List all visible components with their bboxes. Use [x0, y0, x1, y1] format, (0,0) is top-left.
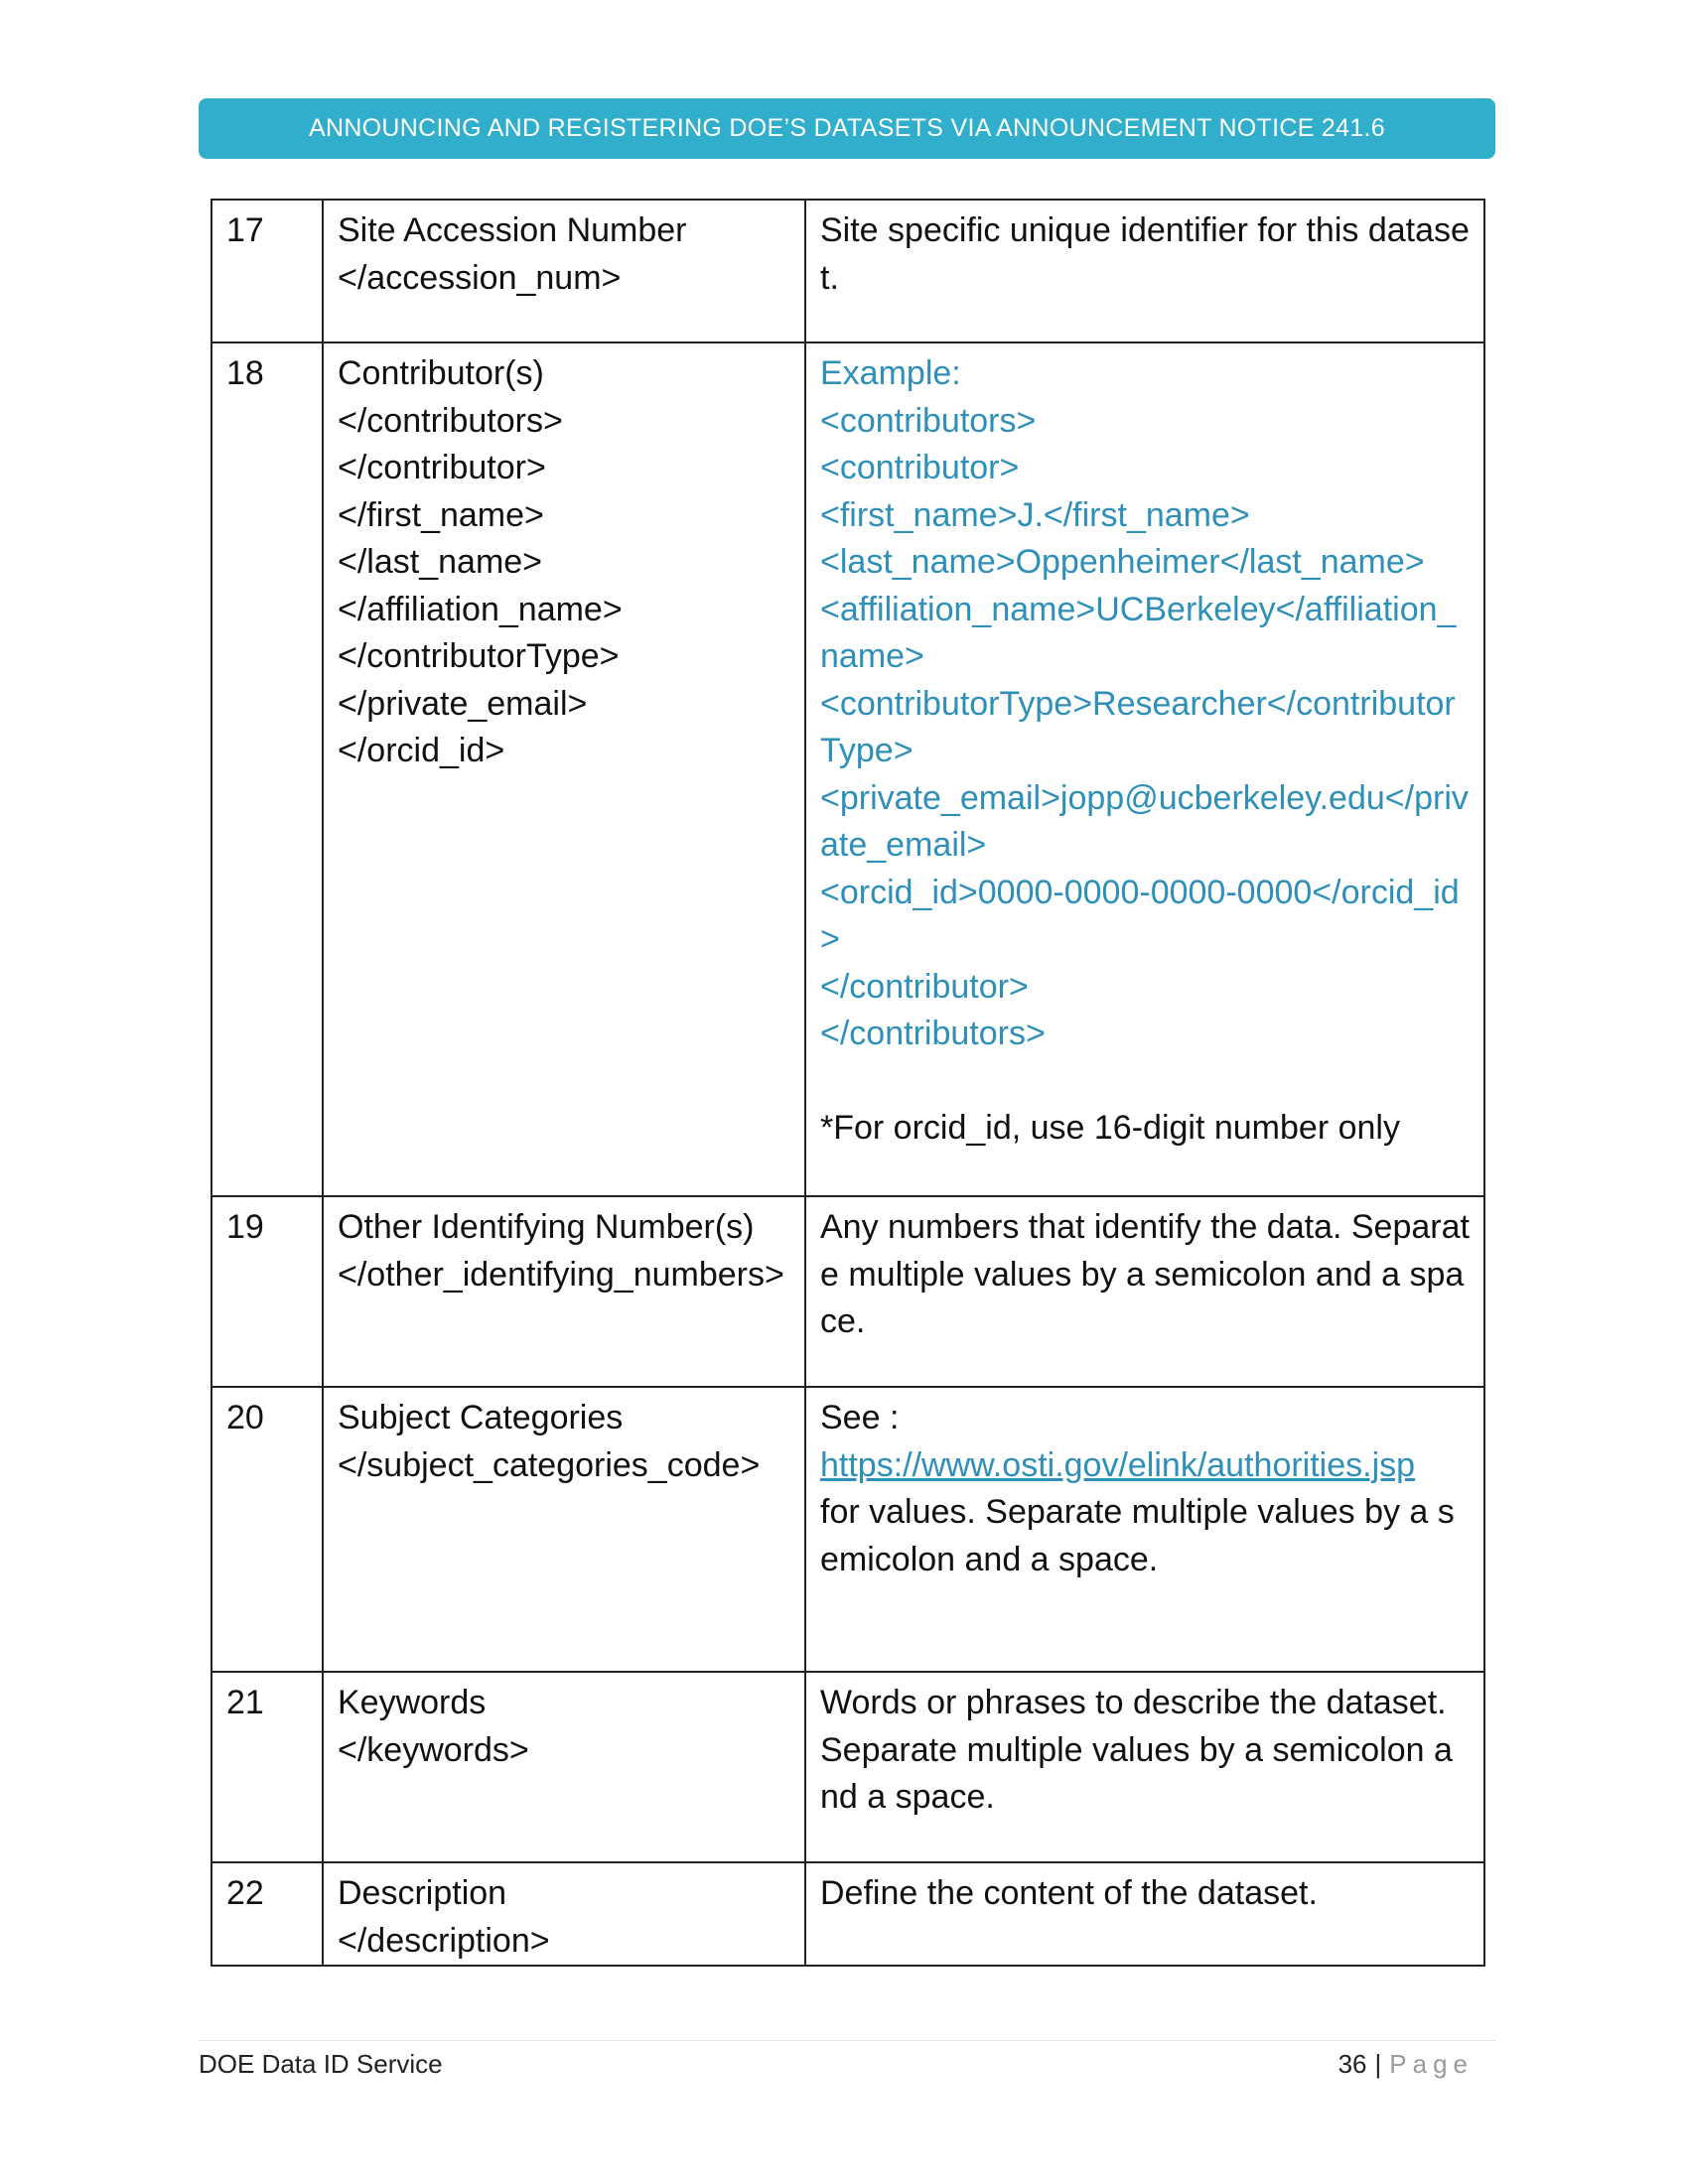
orcid-note: *For orcid_id, use 16-digit number only [820, 1109, 1400, 1147]
example-xml-line: <affiliation_name>UCBerkeley</affiliation_name> [820, 590, 1457, 675]
example-xml-line: <private_email>jopp@ucberkeley.edu</private_email> [820, 778, 1469, 864]
field-description [805, 1387, 1484, 1672]
field-label: Description [338, 1874, 507, 1912]
example-xml-line: <contributorType>Researcher</contributorType> [820, 684, 1456, 769]
field-tag: </contributors> [338, 401, 563, 440]
table-row [211, 1672, 1484, 1862]
table-row [211, 1862, 1484, 1966]
field-description: Words or phrases to describe the dataset. Separate multiple values by a semicolon and a space. [805, 1672, 1484, 1862]
field-tag: </contributor> [338, 449, 546, 486]
field-tag: </orcid_id> [338, 732, 505, 769]
see-label: See : [820, 1399, 900, 1436]
field-tag: </keywords> [338, 1730, 529, 1769]
footer-page-indicator [1338, 2049, 1474, 2080]
metadata-fields-table [211, 199, 1485, 1967]
field-tag: </accession_num> [338, 258, 622, 297]
field-tag: </subject_categories_code> [338, 1445, 761, 1484]
footer-divider [199, 2040, 1495, 2041]
footer-separator: | [1374, 2049, 1382, 2079]
header-banner [199, 98, 1495, 159]
row-number: 18 [211, 342, 323, 1196]
row-number: 21 [211, 1672, 323, 1862]
field-tag: </private_email> [338, 684, 588, 723]
field-tag: </description> [338, 1921, 550, 1960]
row-number: 22 [211, 1862, 323, 1966]
field-tag: </first_name> [338, 495, 544, 534]
example-xml-line: <first_name>J.</first_name> [820, 495, 1250, 534]
field-description: Any numbers that identify the data. Separate multiple values by a semicolon and a space. [805, 1196, 1484, 1387]
field-tag: </affiliation_name> [338, 590, 623, 628]
header-title: ANNOUNCING AND REGISTERING DOE’S DATASETS VIA ANNOUNCEMENT NOTICE 241.6 [309, 114, 1385, 142]
example-xml-line: <contributor> [820, 449, 1020, 486]
example-xml-line: <last_name>Oppenheimer</last_name> [820, 543, 1425, 581]
example-xml-line: </contributor> [820, 967, 1029, 1006]
field-label: Site Accession Number [338, 211, 687, 249]
values-note: for values. Separate multiple values by a semicolon and a space. [820, 1493, 1455, 1578]
field-label: Keywords [338, 1684, 487, 1721]
field-description [805, 342, 1484, 1196]
row-number: 20 [211, 1387, 323, 1672]
field-name-cell [323, 200, 805, 342]
field-tag: </contributorType> [338, 637, 620, 675]
table-row [211, 200, 1484, 342]
field-description: Site specific unique identifier for this dataset. [805, 200, 1484, 342]
authorities-link[interactable]: https://www.osti.gov/elink/authorities.jsp [820, 1445, 1416, 1484]
table-row [211, 1196, 1484, 1387]
field-description: Define the content of the dataset. [805, 1862, 1484, 1966]
field-label: Other Identifying Number(s) [338, 1208, 755, 1246]
footer-service-name: DOE Data ID Service [199, 2049, 443, 2079]
row-number: 19 [211, 1196, 323, 1387]
example-label: Example: [820, 354, 961, 392]
example-xml-line: <contributors> [820, 401, 1037, 440]
page-number: 36 [1337, 2049, 1367, 2079]
field-tag: </last_name> [338, 543, 543, 581]
page-word: Page [1389, 2049, 1474, 2079]
field-label: Subject Categories [338, 1399, 624, 1436]
field-name-cell [323, 1672, 805, 1862]
table-row [211, 1387, 1484, 1672]
field-name-cell [323, 1862, 805, 1966]
example-xml-line: </contributors> [820, 1015, 1046, 1052]
field-name-cell [323, 1196, 805, 1387]
field-tag: </other_identifying_numbers> [338, 1255, 784, 1294]
example-xml-line: <orcid_id>0000-0000-0000-0000</orcid_id> [820, 873, 1460, 958]
row-number: 17 [211, 200, 323, 342]
field-label: Contributor(s) [338, 354, 544, 392]
table-row [211, 342, 1484, 1196]
field-name-cell [323, 1387, 805, 1672]
spacer [820, 1058, 1470, 1106]
field-name-cell [323, 342, 805, 1196]
